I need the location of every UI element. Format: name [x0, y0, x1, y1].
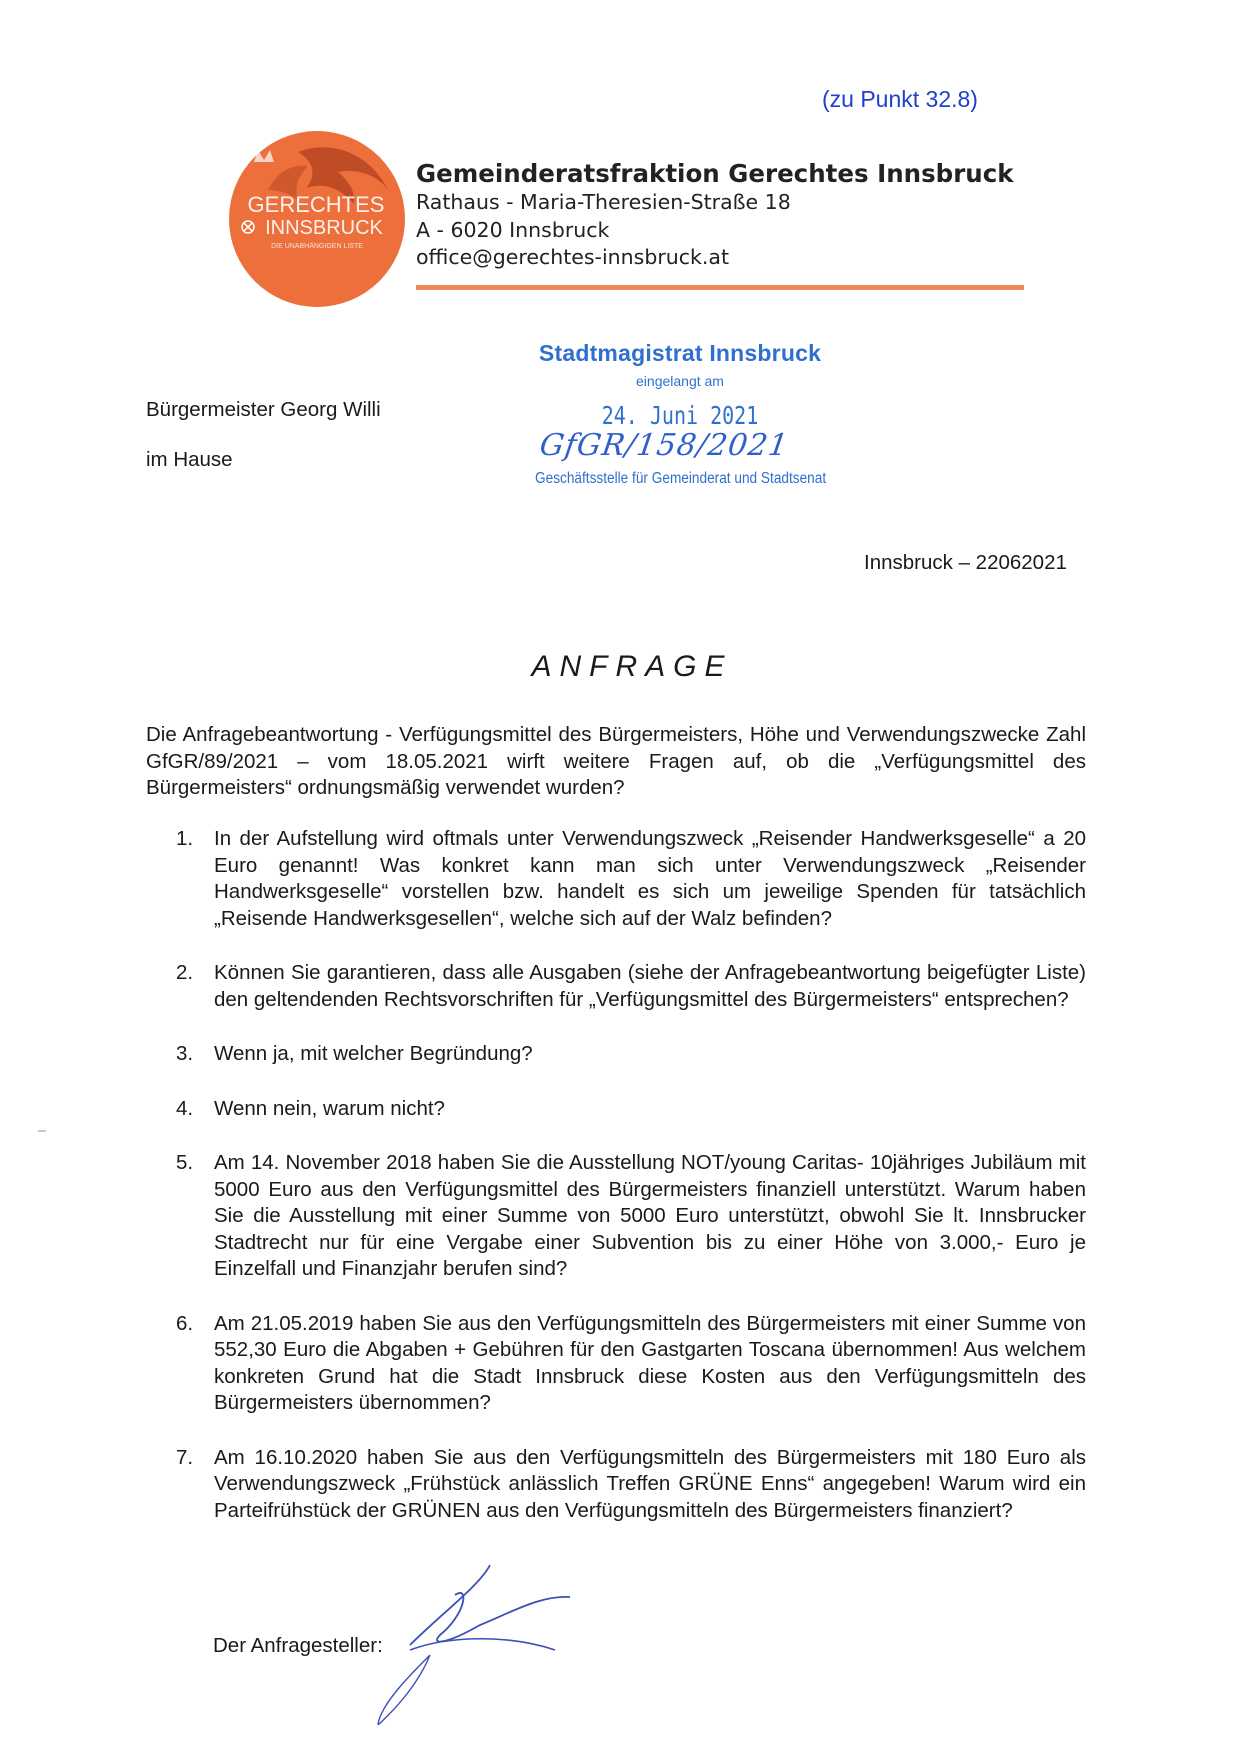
- stamp-reference-number: GfGR/158/2021: [537, 428, 791, 463]
- question-number: 1.: [176, 827, 194, 850]
- question-text: Am 14. November 2018 haben Sie die Ausstellung NOT/young Caritas- 10jähriges Jubiläum mit 5000 Euro aus den Verfügungsmittel des Bürgermeisters finanziell unterstützt. Warum haben Sie die Ausstellung mit einer Summe von 5000 Euro unterstützt, obwohl Sie lt. Innsbrucker Stadtrecht nur für eine Vergabe einer Subvention bis zu einer Höhe von 3.000,- Euro je Einzelfall und Finanzjahr berufen sind?: [214, 1151, 1086, 1280]
- question-list: [146, 826, 1086, 1552]
- org-email: office@gerechtes-innsbruck.at: [416, 245, 730, 269]
- question-item: [146, 1041, 1086, 1068]
- question-item: [146, 1096, 1086, 1123]
- receipt-stamp: [520, 340, 840, 430]
- signer-label: Der Anfragesteller:: [213, 1634, 383, 1657]
- margin-mark: [38, 1130, 46, 1132]
- stamp-office: Geschäftsstelle für Gemeinderat und Stadtsenat: [535, 470, 827, 487]
- question-item: [146, 1311, 1086, 1417]
- question-number: 5.: [176, 1151, 194, 1174]
- question-item: [146, 960, 1086, 1013]
- intro-paragraph: Die Anfragebeantwortung - Verfügungsmittel des Bürgermeisters, Höhe und Verwendungszwecke Zahl GfGR/89/2021 – vom 18.05.2021 wirft weitere Fragen auf, ob die „Verfügungsmittel des Bürgermeisters“ ordnungsmäßig verwendet wurden?: [146, 723, 1086, 799]
- org-address-city: A - 6020 Innsbruck: [416, 217, 610, 242]
- question-text: In der Aufstellung wird oftmals unter Verwendungszweck „Reisender Handwerksgeselle“ a 20 Euro genannt! Was konkret kann man sich unter Verwendungszweck „Reisender Handwerksgeselle“ vorstellen bzw. handelt es sich um jeweilige Spenden für tatsächlich „Reisende Handwerksgesellen“, welche sich auf der Walz befinden?: [214, 827, 1086, 930]
- question-item: [146, 826, 1086, 932]
- svg-text:INNSBRUCK: INNSBRUCK: [265, 217, 383, 239]
- place-date: Innsbruck – 22062021: [864, 551, 1067, 574]
- question-number: 4.: [176, 1096, 194, 1120]
- letterhead-divider: [416, 285, 1024, 290]
- gerechtes-innsbruck-logo: [228, 130, 406, 308]
- question-text: Am 21.05.2019 haben Sie aus den Verfügungsmitteln des Bürgermeisters mit einer Summe von 552,30 Euro die Abgaben + Gebühren für den Gastgarten Toscana übernommen! Aus welchem konkreten Grund hat die Stadt Innsbruck diese Kosten aus den Verfügungsmitteln des Bürgermeisters übernommen?: [214, 1311, 1086, 1414]
- letterhead: [416, 158, 1026, 272]
- svg-text:GERECHTES: GERECHTES: [247, 192, 385, 217]
- org-address-street: Rathaus - Maria-Theresien-Straße 18: [416, 190, 791, 214]
- stamp-org: Stadtmagistrat Innsbruck: [538, 340, 822, 366]
- question-text: Können Sie garantieren, dass alle Ausgaben (siehe der Anfragebeantwortung beigefügter Liste) den geltendenden Rechtsvorschriften für „Verfügungsmittel des Bürgermeisters“ entsprechen?: [214, 961, 1086, 1011]
- question-text: Wenn nein, warum nicht?: [214, 1096, 445, 1120]
- question-text: Wenn ja, mit welcher Begründung?: [214, 1042, 533, 1065]
- recipient-name: Bürgermeister Georg Willi: [146, 398, 381, 421]
- stamp-received-label: eingelangt am: [636, 373, 724, 389]
- question-item: [146, 1150, 1086, 1283]
- org-name: Gemeinderatsfraktion Gerechtes Innsbruck: [416, 159, 1014, 188]
- question-number: 2.: [176, 961, 194, 984]
- recipient-location: im Hause: [146, 448, 233, 471]
- question-number: 3.: [176, 1042, 194, 1065]
- question-number: 6.: [176, 1311, 194, 1335]
- handwritten-signature: [370, 1555, 660, 1725]
- question-text: Am 16.10.2020 haben Sie aus den Verfügungsmitteln des Bürgermeisters mit 180 Euro als Verwendungszweck „Frühstück anlässlich Treffen GRÜNE Enns“ angegeben! Warum wird ein Parteifrühstück der GRÜNEN aus den Verfügungsmitteln des Bürgermeisters finanziert?: [214, 1445, 1086, 1522]
- stamp-date: 24. Juni 2021: [601, 401, 759, 430]
- document-title: ANFRAGE: [531, 650, 733, 683]
- agenda-note: (zu Punkt 32.8): [822, 86, 978, 112]
- svg-text:DIE UNABHÄNGIGEN LISTE: DIE UNABHÄNGIGEN LISTE: [271, 243, 363, 250]
- question-number: 7.: [176, 1445, 194, 1469]
- question-item: [146, 1445, 1086, 1525]
